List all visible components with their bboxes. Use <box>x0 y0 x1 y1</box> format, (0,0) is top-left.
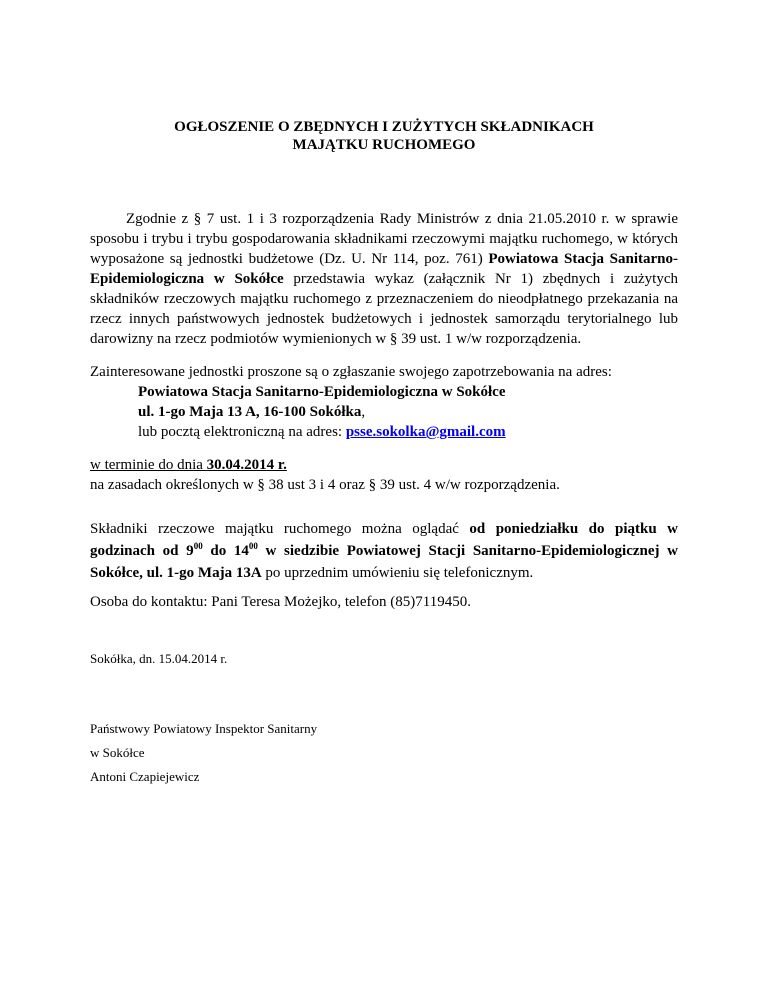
viewing-paragraph <box>90 518 678 584</box>
deadline-line <box>90 455 287 475</box>
viewing-text-b: po uprzednim umówieniu się telefonicznym. <box>261 565 534 581</box>
signature-location: w Sokółce <box>90 745 145 760</box>
place-date: Sokółka, dn. 15.04.2014 r. <box>90 651 228 666</box>
contact-email-lead: lub pocztą elektroniczną na adres: <box>138 424 346 440</box>
document-title-line-1: OGŁOSZENIE O ZBĘDNYCH I ZUŻYTYCH SKŁADNIKACH <box>174 119 594 135</box>
deadline-lead: w terminie do dnia <box>90 457 207 473</box>
viewing-bold-a: od poniedziałku do piątku w godzinach od 9 <box>90 521 678 559</box>
contact-institution-name: Powiatowa Stacja Sanitarno-Epidemiologiczna w Sokółce <box>138 384 506 400</box>
viewing-sup-b: 00 <box>248 541 258 551</box>
intro-text-b: przedstawia wykaz (załącznik Nr 1) zbędnych i zużytych składników rzeczowych majątku ruchomego z przeznaczeniem do nieodpłatnego przekazania na rzecz innych państwowych jednostek budżetowych i jednostek samorządu terytorialnego lub darowizny na rzecz podmiotów wymienionych w § 39 ust. 1 w/w rozporządzenia. <box>90 271 678 347</box>
email-link[interactable]: psse.sokolka@gmail.com <box>345 424 506 440</box>
contact-institution <box>138 382 506 402</box>
viewing-bold-c: w siedzibie Powiatowej Stacji Sanitarno-Epidemiologicznej w Sokółce, ul. 1-go Maja 13A <box>90 543 678 581</box>
viewing-sup-a: 00 <box>193 541 203 551</box>
viewing-text-a: Składniki rzeczowe majątku ruchomego można oglądać <box>90 521 470 537</box>
intro-institution: Powiatowa Stacja Sanitarno- Epidemiologiczna w Sokółce <box>90 251 678 287</box>
intro-text-a: Zgodnie z § 7 ust. 1 i 3 rozporządzenia Rady Ministrów z dnia 21.05.2010 r. w sprawie sposobu i trybu i trybu gospodarowania składnikami rzeczowymi majątku ruchomego, w których wyposażone są jednostki budżetowe (Dz. U. Nr 114, poz. 761) <box>90 211 678 267</box>
signature-title: Państwowy Powiatowy Inspektor Sanitarny <box>90 721 318 736</box>
contact-lead: Zainteresowane jednostki proszone są o zgłaszanie swojego zapotrzebowania na adres: <box>90 364 612 380</box>
intro-paragraph <box>90 209 678 349</box>
document-title-line-2: MAJĄTKU RUCHOMEGO <box>292 137 476 153</box>
contact-email-line <box>138 422 506 442</box>
viewing-bold-b: do 14 <box>202 543 249 559</box>
deadline-rules: na zasadach określonych w § 38 ust 3 i 4 oraz § 39 ust. 4 w/w rozporządzenia. <box>90 477 560 493</box>
deadline-date: 30.04.2014 r. <box>206 457 287 473</box>
contact-address-line <box>138 402 365 422</box>
contact-person: Osoba do kontaktu: Pani Teresa Możejko, telefon (85)7119450. <box>90 594 471 610</box>
signature-name: Antoni Czapiejewicz <box>90 769 200 784</box>
contact-address: ul. 1-go Maja 13 A, 16-100 Sokółka <box>138 404 362 420</box>
contact-address-suffix: , <box>361 404 366 420</box>
